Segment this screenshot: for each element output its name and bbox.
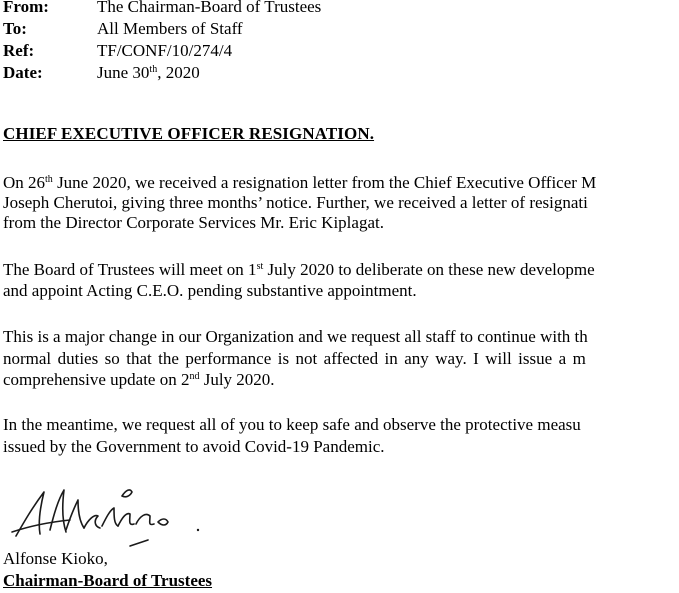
ref-label: Ref:: [3, 41, 35, 60]
paragraph-4-line-1: In the meantime, we request all of you to keep safe and observe the protective measu: [3, 415, 581, 434]
handwritten-signature: [10, 478, 210, 548]
paragraph-1-line-2: Joseph Cherutoi, giving three months’ notice. Further, we received a letter of resignati: [3, 193, 588, 212]
paragraph-3-line-1: This is a major change in our Organization and we request all staff to continue with th: [3, 327, 588, 346]
subject-heading: CHIEF EXECUTIVE OFFICER RESIGNATION.: [3, 124, 375, 143]
date-value: June 30th, 2020: [97, 63, 200, 82]
to-value: All Members of Staff: [97, 19, 243, 38]
paragraph-1-line-1: On 26th June 2020, we received a resignation letter from the Chief Executive Officer M: [3, 173, 597, 192]
date-label: Date:: [3, 63, 43, 82]
from-value: The Chairman-Board of Trustees: [97, 0, 322, 16]
to-label: To:: [3, 19, 27, 38]
ref-value: TF/CONF/10/274/4: [97, 41, 233, 60]
paragraph-2-line-1: The Board of Trustees will meet on 1st July 2020 to deliberate on these new developme: [3, 260, 595, 279]
paragraph-2-line-2: and appoint Acting C.E.O. pending substantive appointment.: [3, 281, 417, 300]
paragraph-4-line-2: issued by the Government to avoid Covid-19 Pandemic.: [3, 437, 385, 456]
paragraph-1-line-3: from the Director Corporate Services Mr. Eric Kiplagat.: [3, 213, 384, 232]
signatory-title: Chairman-Board of Trustees: [3, 571, 213, 590]
from-label: From:: [3, 0, 49, 16]
signatory-name: Alfonse Kioko,: [3, 549, 108, 568]
paragraph-3-line-3: comprehensive update on 2nd July 2020.: [3, 370, 275, 389]
paragraph-3-line-2: normal duties so that the performance is not affected in any way. I will issue a m: [3, 349, 586, 368]
